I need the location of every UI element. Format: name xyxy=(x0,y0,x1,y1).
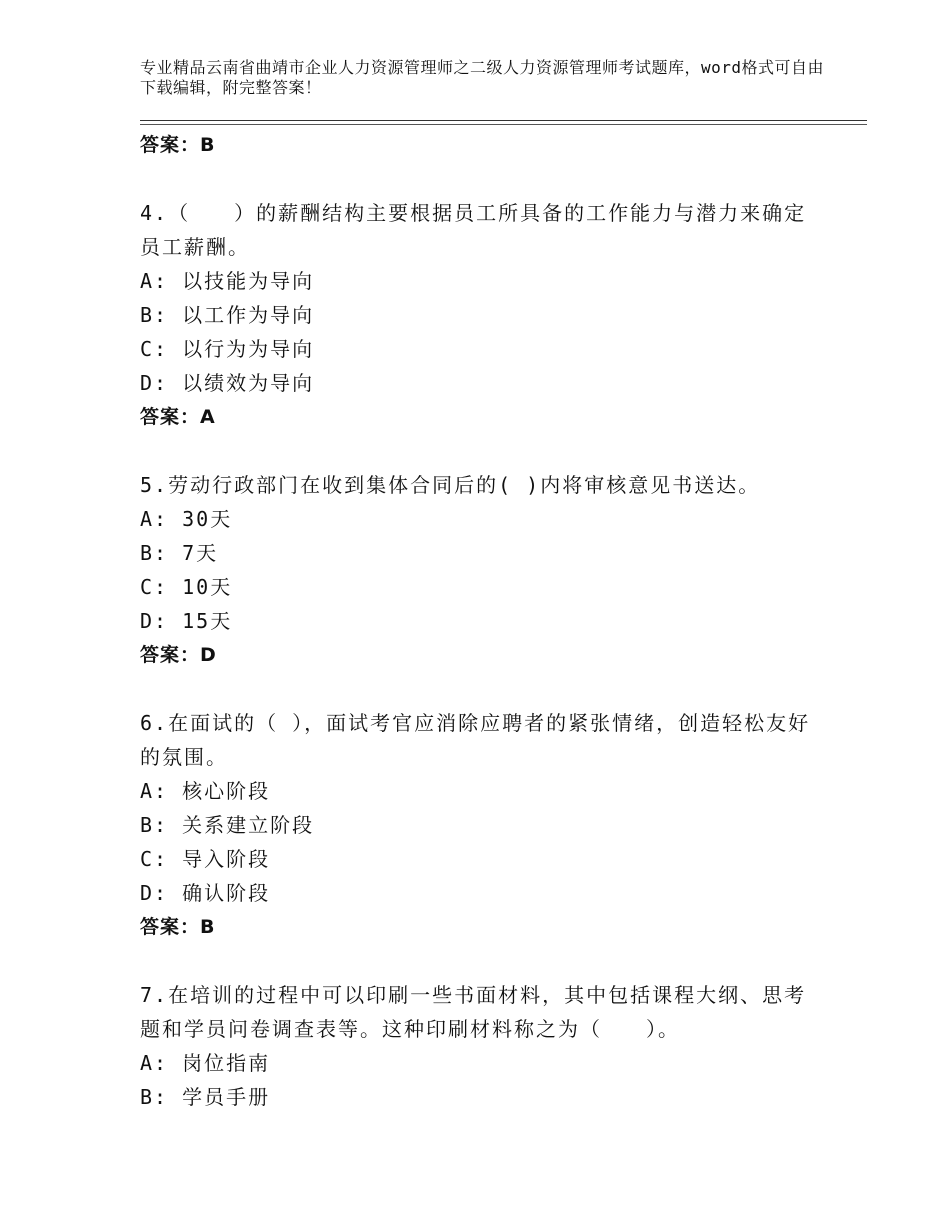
question-text: 7.在培训的过程中可以印刷一些书面材料，其中包括课程大纲、思考题和学员问卷调查表等。这种印刷材料称之为（ ）。 xyxy=(140,983,807,1041)
option-c: C: 导入阶段 xyxy=(140,847,271,871)
option-b: B: 学员手册 xyxy=(140,1085,271,1109)
option-b: B: 关系建立阶段 xyxy=(140,813,315,837)
page-header: 专业精品云南省曲靖市企业人力资源管理师之二级人力资源管理师考试题库，word格式可自由下载编辑，附完整答案！ xyxy=(140,58,825,97)
header-rule-secondary xyxy=(140,124,867,125)
option-c: C: 10天 xyxy=(140,575,233,599)
question-6 xyxy=(140,706,820,944)
option-d: D: 以绩效为导向 xyxy=(140,371,315,395)
option-c: C: 以行为为导向 xyxy=(140,337,315,361)
answer: 答案：D xyxy=(140,644,217,666)
option-d: D: 确认阶段 xyxy=(140,881,271,905)
option-b: B: 以工作为导向 xyxy=(140,303,315,327)
answer: 答案：B xyxy=(140,916,216,938)
question-text: 5.劳动行政部门在收到集体合同后的( )内将审核意见书送达。 xyxy=(140,473,761,497)
option-a: A: 30天 xyxy=(140,507,233,531)
option-a: A: 岗位指南 xyxy=(140,1051,271,1075)
question-list xyxy=(140,128,820,1114)
option-d: D: 15天 xyxy=(140,609,233,633)
question-4 xyxy=(140,196,820,434)
option-b: B: 7天 xyxy=(140,541,219,565)
header-rule xyxy=(140,120,867,121)
option-a: A: 核心阶段 xyxy=(140,779,271,803)
previous-answer: 答案：B xyxy=(140,134,216,156)
option-a: A: 以技能为导向 xyxy=(140,269,315,293)
question-text: 6.在面试的（ ），面试考官应消除应聘者的紧张情绪，创造轻松友好的氛围。 xyxy=(140,711,811,769)
question-5 xyxy=(140,468,820,672)
question-7 xyxy=(140,978,820,1114)
question-text: 4.（ ）的薪酬结构主要根据员工所具备的工作能力与潜力来确定员工薪酬。 xyxy=(140,201,807,259)
answer: 答案：A xyxy=(140,406,216,428)
